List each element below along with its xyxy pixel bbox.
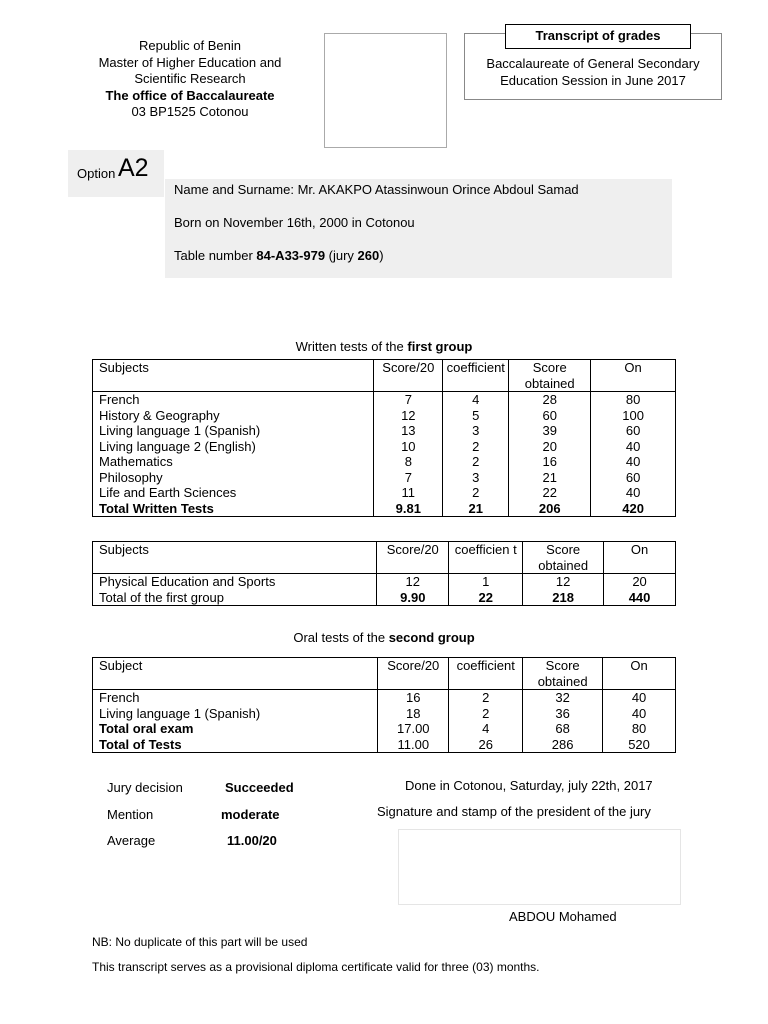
- on-value: 40: [625, 454, 641, 469]
- written-tests-caption: [92, 339, 676, 354]
- written-on-cell: [591, 392, 676, 517]
- option-label: Option: [77, 166, 116, 181]
- written-coefs-cell: [443, 392, 509, 517]
- physical-obtained-cell: [523, 574, 604, 606]
- written-caption-group: first group: [407, 339, 473, 354]
- on-value: 60: [625, 469, 641, 485]
- physical-body-row: [93, 574, 676, 606]
- first-group-total-obtained: 218: [552, 589, 574, 605]
- on-value: 20: [632, 574, 647, 589]
- score-value: 10: [401, 438, 416, 454]
- oral-tests-caption: [92, 630, 676, 645]
- candidate-name: Name and Surname: Mr. AKAKPO Atassinwoun Orince Abdoul Samad: [174, 182, 579, 197]
- signature-caption: Signature and stamp of the president of the jury: [377, 804, 651, 819]
- photo-placeholder: [324, 33, 447, 148]
- mention-value: moderate: [221, 807, 280, 822]
- jury-president-name: ABDOU Mohamed: [509, 909, 617, 924]
- obtained-value: 22: [542, 485, 557, 500]
- col-header-on: On: [591, 360, 676, 392]
- obtained-value: 28: [542, 392, 557, 407]
- score-value: 12: [401, 407, 416, 423]
- oral-caption-text: Oral tests of the: [293, 630, 389, 645]
- physical-scores-cell: [377, 574, 449, 606]
- candidate-info: [165, 179, 672, 278]
- total-written-score: 9.81: [395, 500, 421, 516]
- jury-suffix: ): [379, 248, 384, 263]
- oral-coefs-cell: [449, 690, 523, 753]
- average-label: Average: [107, 833, 156, 848]
- header-address: 03 BP1525 Cotonou: [131, 104, 249, 119]
- coef-value: 3: [472, 469, 480, 485]
- signature-stamp-box: [398, 829, 681, 905]
- col-header-on: On: [604, 542, 676, 574]
- transcript-title: Transcript of grades: [505, 24, 691, 49]
- coef-value: 4: [472, 392, 480, 407]
- coef-value: 2: [472, 454, 480, 469]
- on-value: 520: [628, 736, 650, 752]
- score-value: 7: [404, 392, 412, 407]
- physical-education-table: [92, 541, 676, 606]
- subject-name: French: [99, 392, 140, 407]
- jury-decision-label: Jury decision: [107, 780, 183, 795]
- col-header-coefficient: coefficient: [443, 360, 509, 392]
- col-header-score: Score/20: [377, 542, 449, 574]
- transcript-session-line1: Baccalaureate of General Secondary: [486, 56, 700, 71]
- subject-name: Mathematics: [99, 454, 173, 469]
- col-header-subjects: Subjects: [93, 360, 374, 392]
- score-value: 11.00: [397, 736, 430, 752]
- coef-value: 2: [472, 438, 480, 454]
- subject-name: Philosophy: [99, 469, 163, 485]
- physical-on-cell: [604, 574, 676, 606]
- total-written-label: Total Written Tests: [99, 500, 214, 516]
- jury-label: (jury: [325, 248, 358, 263]
- oral-body-row: [93, 690, 676, 753]
- candidate-birth: Born on November 16th, 2000 in Cotonou: [174, 215, 415, 230]
- score-value: 16: [406, 690, 421, 705]
- physical-subjects-cell: [93, 574, 377, 606]
- coef-value: 4: [482, 721, 490, 736]
- obtained-value: 32: [555, 690, 570, 705]
- obtained-value: 36: [555, 705, 570, 721]
- oral-tests-table: [92, 657, 676, 753]
- col-header-on: On: [603, 658, 676, 690]
- col-header-score-obtained: Score obtained: [509, 360, 591, 392]
- table-number-label: Table number: [174, 248, 257, 263]
- obtained-value: 68: [555, 721, 570, 736]
- header-ministry: Master of Higher Education and: [98, 54, 282, 70]
- jury-decision-value: Succeeded: [225, 780, 294, 795]
- total-tests-label: Total of Tests: [99, 736, 182, 752]
- oral-caption-group: second group: [388, 630, 475, 645]
- candidate-table-number: [174, 248, 384, 263]
- written-header-row: [93, 360, 676, 392]
- written-scores-cell: [374, 392, 443, 517]
- score-value: 13: [401, 423, 416, 438]
- header-ministry-2: Scientific Research: [134, 71, 246, 86]
- physical-header-row: [93, 542, 676, 574]
- score-value: 12: [405, 574, 421, 589]
- validity-note: This transcript serves as a provisional diploma certificate valid for three (03) months.: [92, 960, 540, 974]
- obtained-value: 60: [542, 407, 557, 423]
- subject-name: Physical Education and Sports: [99, 574, 276, 589]
- oral-subjects-cell: [93, 690, 378, 753]
- on-value: 100: [622, 407, 644, 423]
- option-code: A2: [118, 154, 149, 182]
- score-value: 17.00: [397, 721, 430, 736]
- coef-value: 2: [472, 485, 480, 500]
- nb-note: NB: No duplicate of this part will be used: [92, 935, 308, 949]
- col-header-score-obtained: Score obtained: [523, 542, 604, 574]
- total-written-coef: 21: [468, 500, 483, 516]
- subject-name: Life and Earth Sciences: [99, 485, 237, 500]
- on-value: 80: [631, 721, 647, 736]
- on-value: 40: [631, 690, 647, 705]
- obtained-value: 39: [542, 423, 557, 438]
- total-oral-label: Total oral exam: [99, 721, 194, 736]
- obtained-value: 12: [555, 574, 571, 589]
- on-value: 40: [625, 438, 641, 454]
- average-value: 11.00/20: [227, 833, 277, 848]
- subject-name: French: [99, 690, 140, 705]
- on-value: 40: [631, 705, 647, 721]
- done-date: Done in Cotonou, Saturday, july 22th, 2017: [405, 778, 653, 793]
- oral-obtained-cell: [523, 690, 603, 753]
- oral-scores-cell: [378, 690, 449, 753]
- coef-value: 3: [472, 423, 480, 438]
- total-written-obtained: 206: [538, 500, 561, 516]
- obtained-value: 286: [551, 736, 574, 752]
- col-header-coefficient: coefficient: [449, 658, 523, 690]
- written-tests-table: [92, 359, 676, 517]
- transcript-session: [464, 55, 722, 89]
- first-group-total-on: 440: [628, 589, 651, 605]
- coef-value: 5: [472, 407, 480, 423]
- total-written-on: 420: [622, 500, 644, 516]
- score-value: 8: [404, 454, 412, 469]
- col-header-score-obtained: Score obtained: [523, 658, 603, 690]
- score-value: 7: [404, 469, 412, 485]
- col-header-score: Score/20: [378, 658, 449, 690]
- written-caption-text: Written tests of the: [295, 339, 408, 354]
- option-box: [68, 150, 164, 197]
- col-header-coefficient: coefficien t: [449, 542, 523, 574]
- mention-label: Mention: [107, 807, 154, 822]
- oral-header-row: [93, 658, 676, 690]
- issuer-header: [80, 38, 300, 121]
- header-office: The office of Baccalaureate: [105, 87, 275, 103]
- coef-value: 2: [482, 690, 490, 705]
- first-group-total-coef: 22: [478, 589, 493, 605]
- written-body-row: [93, 392, 676, 517]
- coef-value: 26: [478, 736, 493, 752]
- obtained-value: 20: [542, 438, 557, 454]
- transcript-session-line2: Education Session in June 2017: [500, 73, 686, 88]
- obtained-value: 21: [542, 469, 557, 485]
- first-group-total-score: 9.90: [400, 589, 426, 605]
- on-value: 80: [625, 392, 641, 407]
- col-header-score: Score/20: [374, 360, 443, 392]
- on-value: 60: [625, 423, 641, 438]
- col-header-subjects: Subjects: [93, 542, 377, 574]
- col-header-subject: Subject: [93, 658, 378, 690]
- coef-value: 2: [482, 705, 490, 721]
- subject-name: Living language 1 (Spanish): [99, 423, 261, 438]
- written-subjects-cell: [93, 392, 374, 517]
- subject-name: Living language 2 (English): [99, 438, 256, 454]
- on-value: 40: [625, 485, 641, 500]
- obtained-value: 16: [542, 454, 557, 469]
- written-obtained-cell: [509, 392, 591, 517]
- coef-value: 1: [482, 574, 490, 589]
- score-value: 18: [406, 705, 421, 721]
- oral-on-cell: [603, 690, 676, 753]
- score-value: 11: [401, 485, 416, 500]
- physical-coefs-cell: [449, 574, 523, 606]
- jury-number: 260: [357, 248, 380, 263]
- header-country: Republic of Benin: [139, 38, 241, 53]
- first-group-total-label: Total of the first group: [99, 589, 225, 605]
- subject-name: History & Geography: [99, 407, 220, 423]
- subject-name: Living language 1 (Spanish): [99, 705, 261, 721]
- table-number-value: 84-A33-979: [256, 248, 326, 263]
